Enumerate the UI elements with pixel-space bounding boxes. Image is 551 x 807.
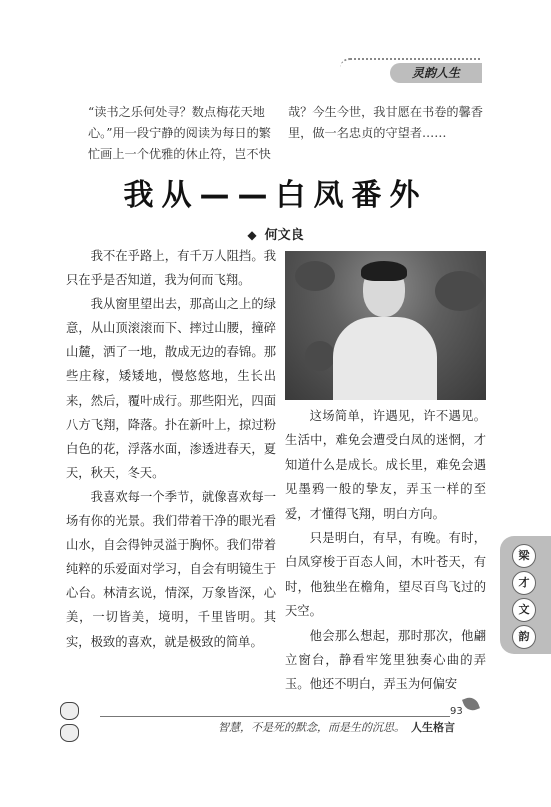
paragraph: 这场简单，许遇见，许不遇见。生活中，难免会遭受白凤的迷惘，才知道什么是成长。成长里，难免会遇见墨鸦一般的挚友，弄玉一样的至爱，才懂得飞翔，明白方向。 xyxy=(285,409,486,521)
author-name: 何文良 xyxy=(264,228,304,243)
page-number: 93 xyxy=(450,706,463,717)
side-tab-char: 梁 xyxy=(512,544,536,568)
footer-quote-text: 智慧，不是死的默念，而是生的沉思。 xyxy=(218,721,405,734)
footer-quote-source: 人生格言 xyxy=(411,721,455,734)
footer-divider xyxy=(100,716,450,717)
paragraph: 我喜欢每一个季节，就像喜欢每一场有你的光景。我们带着干净的眼光看山水，自会得钟灵溢于胸怀。我们带着纯粹的乐爱面对学习，自会有明镜生于心台。林清玄说，情深，万象皆深，心美，一切皆美，境明，千里皆明。其实，极致的喜欢，就是极致的简单。 xyxy=(66,489,276,649)
intro-text-left: “读书之乐何处寻？数点梅花天地心。”用一段宁静的阅读为每日的繁忙画上一个优雅的休止符，岂不快 xyxy=(88,105,271,161)
footer-quote xyxy=(218,719,455,735)
paragraph: 我不在乎路上，有千万人阻挡。我只在乎是否知道，我为何而飞翔。 xyxy=(66,249,276,288)
article-title: 我从——白凤番外 xyxy=(123,178,428,213)
intro-text-right: 哉？今生今世，我甘愿在书卷的馨香里，做一名忠贞的守望者…… xyxy=(288,105,483,140)
side-tab-char: 韵 xyxy=(512,625,536,649)
section-label: 灵韵人生 xyxy=(390,63,482,83)
article-author xyxy=(0,224,551,243)
paragraph: 我从窗里望出去，那高山之上的绿意，从山顶滚滚而下、摔过山腰，撞碎山麓，洒了一地，散成无边的春锦。那些庄稼，矮矮地，慢悠悠地，生长出来，然后，覆叶成行。那些阳光，四面八方飞翔，降落。扑在新叶上，掠过粉白色的花，浮落水面，渗透进春天，夏天，秋天，冬天。 xyxy=(66,297,276,480)
article-column-right xyxy=(285,404,486,697)
paragraph: 只是明白，有早，有晚。有时，白凤穿梭于百态人间，木叶苍天，有时，他独坐在檐角，望尽百鸟飞过的天空。 xyxy=(285,531,486,619)
author-photo xyxy=(285,251,486,400)
side-tab-char: 文 xyxy=(512,598,536,622)
paragraph: 他会那么想起，那时那次，他翩立窗台，静看牢笼里独奏心曲的弄玉。他还不明白，弄玉为何偏安 xyxy=(285,628,486,692)
side-tab-char: 才 xyxy=(512,571,536,595)
diamond-icon: ◆ xyxy=(247,228,257,242)
side-tab xyxy=(500,536,551,654)
cat-mascot-icon xyxy=(60,702,100,722)
leaf-icon xyxy=(462,695,480,713)
article-column-left xyxy=(66,244,276,654)
